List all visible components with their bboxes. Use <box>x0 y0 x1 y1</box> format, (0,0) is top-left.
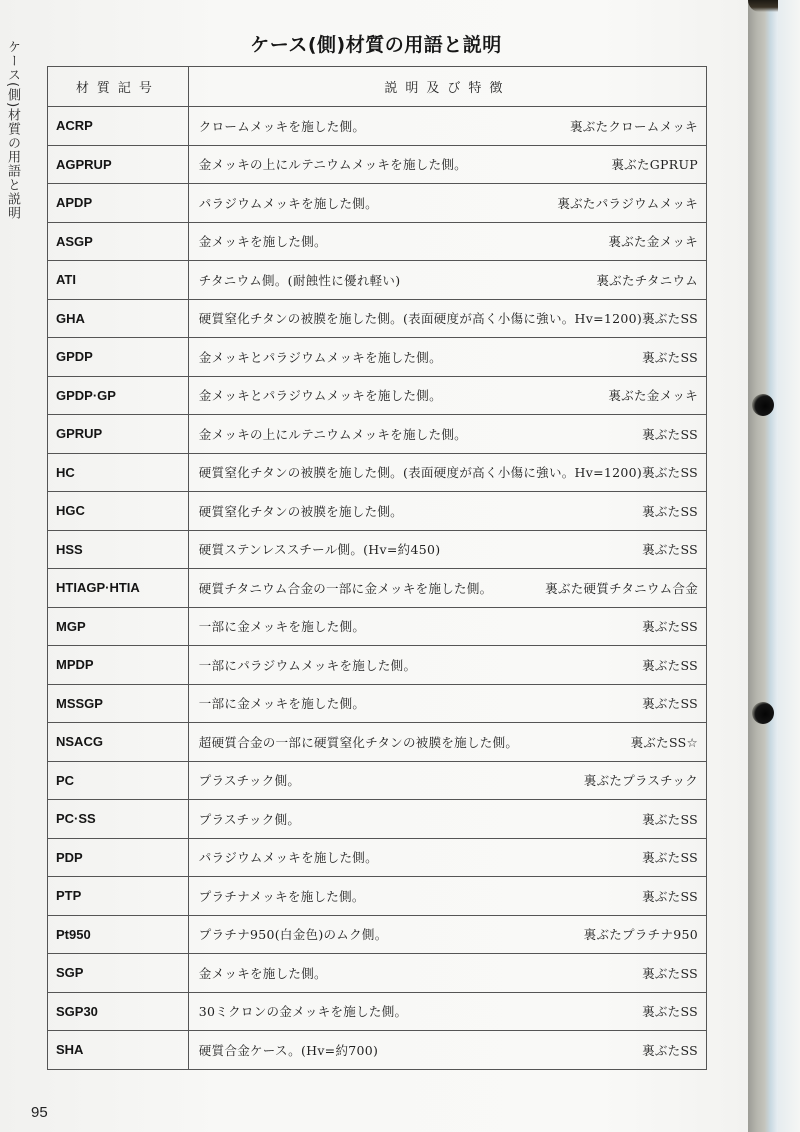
material-code: APDP <box>48 184 189 223</box>
caseback-material: 裏ぶたSS <box>642 811 698 827</box>
table-row <box>48 145 707 184</box>
table-row <box>48 569 707 608</box>
material-code: ACRP <box>48 107 189 146</box>
description-cell <box>188 877 706 916</box>
table-row <box>48 992 707 1031</box>
table-row <box>48 723 707 762</box>
description-text: 金メッキとパラジウムメッキを施した側。 <box>198 388 442 404</box>
description-text: チタニウム側。(耐蝕性に優れ軽い) <box>198 272 401 288</box>
description-cell <box>188 607 706 646</box>
description-text: 金メッキとパラジウムメッキを施した側。 <box>198 349 442 365</box>
section-side-tab: ケース(側)材質の用語と説明 <box>5 40 20 221</box>
description-cell <box>188 107 706 146</box>
description-text: 金メッキの上にルテニウムメッキを施した側。 <box>198 426 467 442</box>
description-cell <box>188 723 706 762</box>
description-text: 金メッキの上にルテニウムメッキを施した側。 <box>198 157 467 173</box>
description-cell <box>188 184 706 223</box>
description-text: プラスチック側。 <box>198 773 301 789</box>
next-page-edge <box>778 0 800 1132</box>
material-code: PDP <box>48 838 189 877</box>
description-cell <box>188 800 706 839</box>
material-code: SGP30 <box>48 992 189 1031</box>
caseback-material: 裏ぶたSS <box>642 1004 698 1020</box>
description-cell <box>188 530 706 569</box>
material-code: AGPRUP <box>48 145 189 184</box>
material-code: ASGP <box>48 222 189 261</box>
table-row <box>48 1031 707 1070</box>
description-cell <box>188 415 706 454</box>
caseback-material: 裏ぶたSS <box>642 311 698 327</box>
description-cell <box>188 376 706 415</box>
caseback-material: 裏ぶたSS <box>642 349 698 365</box>
table-row <box>48 184 707 223</box>
description-cell <box>188 761 706 800</box>
description-cell <box>188 492 706 531</box>
table-row <box>48 954 707 993</box>
description-cell <box>188 684 706 723</box>
description-text: プラチナ950(白金色)のムク側。 <box>198 927 388 943</box>
table-row <box>48 915 707 954</box>
caseback-material: 裏ぶたSS <box>642 696 698 712</box>
table-row <box>48 222 707 261</box>
table-row <box>48 415 707 454</box>
material-code: GHA <box>48 299 189 338</box>
caseback-material: 裏ぶた金メッキ <box>608 388 698 404</box>
page-number: 95 <box>31 1104 48 1121</box>
table-row <box>48 530 707 569</box>
caseback-material: 裏ぶたSS <box>642 850 698 866</box>
caseback-material: 裏ぶたプラチナ950 <box>583 927 698 943</box>
material-code: GPRUP <box>48 415 189 454</box>
description-cell <box>188 299 706 338</box>
caseback-material: 裏ぶたSS <box>642 965 698 981</box>
caseback-material: 裏ぶたチタニウム <box>596 272 698 288</box>
description-text: 硬質チタニウム合金の一部に金メッキを施した側。 <box>198 580 493 596</box>
table-row <box>48 107 707 146</box>
description-text: 一部に金メッキを施した側。 <box>198 619 366 635</box>
table-row <box>48 453 707 492</box>
description-text: 一部に金メッキを施した側。 <box>198 696 366 712</box>
caseback-material: 裏ぶたSS <box>642 465 698 481</box>
table-row <box>48 338 707 377</box>
description-text: 金メッキを施した側。 <box>198 234 327 250</box>
table-row <box>48 261 707 300</box>
material-code: Pt950 <box>48 915 189 954</box>
description-text: 30ミクロンの金メッキを施した側。 <box>198 1004 408 1020</box>
caseback-material: 裏ぶたSS <box>642 503 698 519</box>
caseback-material: 裏ぶた硬質チタニウム合金 <box>545 580 698 596</box>
column-header-code: 材質記号 <box>48 67 189 107</box>
description-cell <box>188 145 706 184</box>
description-cell <box>188 954 706 993</box>
caseback-material: 裏ぶたGPRUP <box>611 157 698 173</box>
description-text: 硬質窒化チタンの被膜を施した側。 <box>198 503 403 519</box>
description-text: 硬質窒化チタンの被膜を施した側。(表面硬度が高く小傷に強い。Hv=1200) <box>198 465 643 481</box>
caseback-material: 裏ぶたSS <box>642 426 698 442</box>
description-cell <box>188 646 706 685</box>
description-text: 超硬質合金の一部に硬質窒化チタンの被膜を施した側。 <box>198 734 519 750</box>
material-code: PC <box>48 761 189 800</box>
punch-hole-icon <box>752 394 774 416</box>
table-row <box>48 761 707 800</box>
material-code: MPDP <box>48 646 189 685</box>
description-text: 硬質ステンレススチール側。(Hv=約450) <box>198 542 441 558</box>
description-text: プラスチック側。 <box>198 811 301 827</box>
description-text: パラジウムメッキを施した側。 <box>198 195 378 211</box>
caseback-material: 裏ぶたSS <box>642 619 698 635</box>
material-code: PC·SS <box>48 800 189 839</box>
description-cell <box>188 453 706 492</box>
table-row <box>48 800 707 839</box>
description-text: 金メッキを施した側。 <box>198 965 327 981</box>
material-code: PTP <box>48 877 189 916</box>
material-code: ATI <box>48 261 189 300</box>
description-cell <box>188 838 706 877</box>
table-row <box>48 607 707 646</box>
description-text: プラチナメッキを施した側。 <box>198 888 365 904</box>
table-row <box>48 299 707 338</box>
description-text: 硬質窒化チタンの被膜を施した側。(表面硬度が高く小傷に強い。Hv=1200) <box>198 311 643 327</box>
description-cell <box>188 992 706 1031</box>
material-code: HGC <box>48 492 189 531</box>
description-cell <box>188 261 706 300</box>
caseback-material: 裏ぶたクロームメッキ <box>569 118 698 134</box>
table-row <box>48 492 707 531</box>
material-code: HSS <box>48 530 189 569</box>
material-code: GPDP <box>48 338 189 377</box>
caseback-material: 裏ぶたSS <box>642 542 698 558</box>
caseback-material: 裏ぶたパラジウムメッキ <box>557 195 698 211</box>
description-cell <box>188 915 706 954</box>
description-cell <box>188 1031 706 1070</box>
caseback-material: 裏ぶた金メッキ <box>608 234 698 250</box>
binder-gutter <box>748 0 778 1132</box>
material-code: SGP <box>48 954 189 993</box>
punch-hole-icon <box>752 702 774 724</box>
material-code: GPDP·GP <box>48 376 189 415</box>
column-header-description: 説明及び特徴 <box>188 67 706 107</box>
material-code: NSACG <box>48 723 189 762</box>
description-text: パラジウムメッキを施した側。 <box>198 850 378 866</box>
material-code: MSSGP <box>48 684 189 723</box>
table-row <box>48 877 707 916</box>
caseback-material: 裏ぶたSS <box>642 1042 698 1058</box>
table-row <box>48 684 707 723</box>
description-text: 一部にパラジウムメッキを施した側。 <box>198 657 417 673</box>
caseback-material: 裏ぶたSS <box>642 657 698 673</box>
caseback-material: 裏ぶたプラスチック <box>583 773 698 789</box>
case-material-table <box>47 66 707 1070</box>
table-row <box>48 376 707 415</box>
description-cell <box>188 222 706 261</box>
description-text: クロームメッキを施した側。 <box>198 118 366 134</box>
table-row <box>48 838 707 877</box>
description-text: 硬質合金ケース。(Hv=約700) <box>198 1042 379 1058</box>
table-header-row <box>48 67 707 107</box>
material-code: HTIAGP·HTIA <box>48 569 189 608</box>
table-body <box>48 107 707 1070</box>
material-code: HC <box>48 453 189 492</box>
material-code: MGP <box>48 607 189 646</box>
description-cell <box>188 569 706 608</box>
table-row <box>48 646 707 685</box>
caseback-material: 裏ぶたSS <box>642 888 698 904</box>
caseback-material: 裏ぶたSS☆ <box>630 734 698 750</box>
material-code: SHA <box>48 1031 189 1070</box>
page-title: ケース(側)材質の用語と説明 <box>250 34 502 56</box>
description-cell <box>188 338 706 377</box>
